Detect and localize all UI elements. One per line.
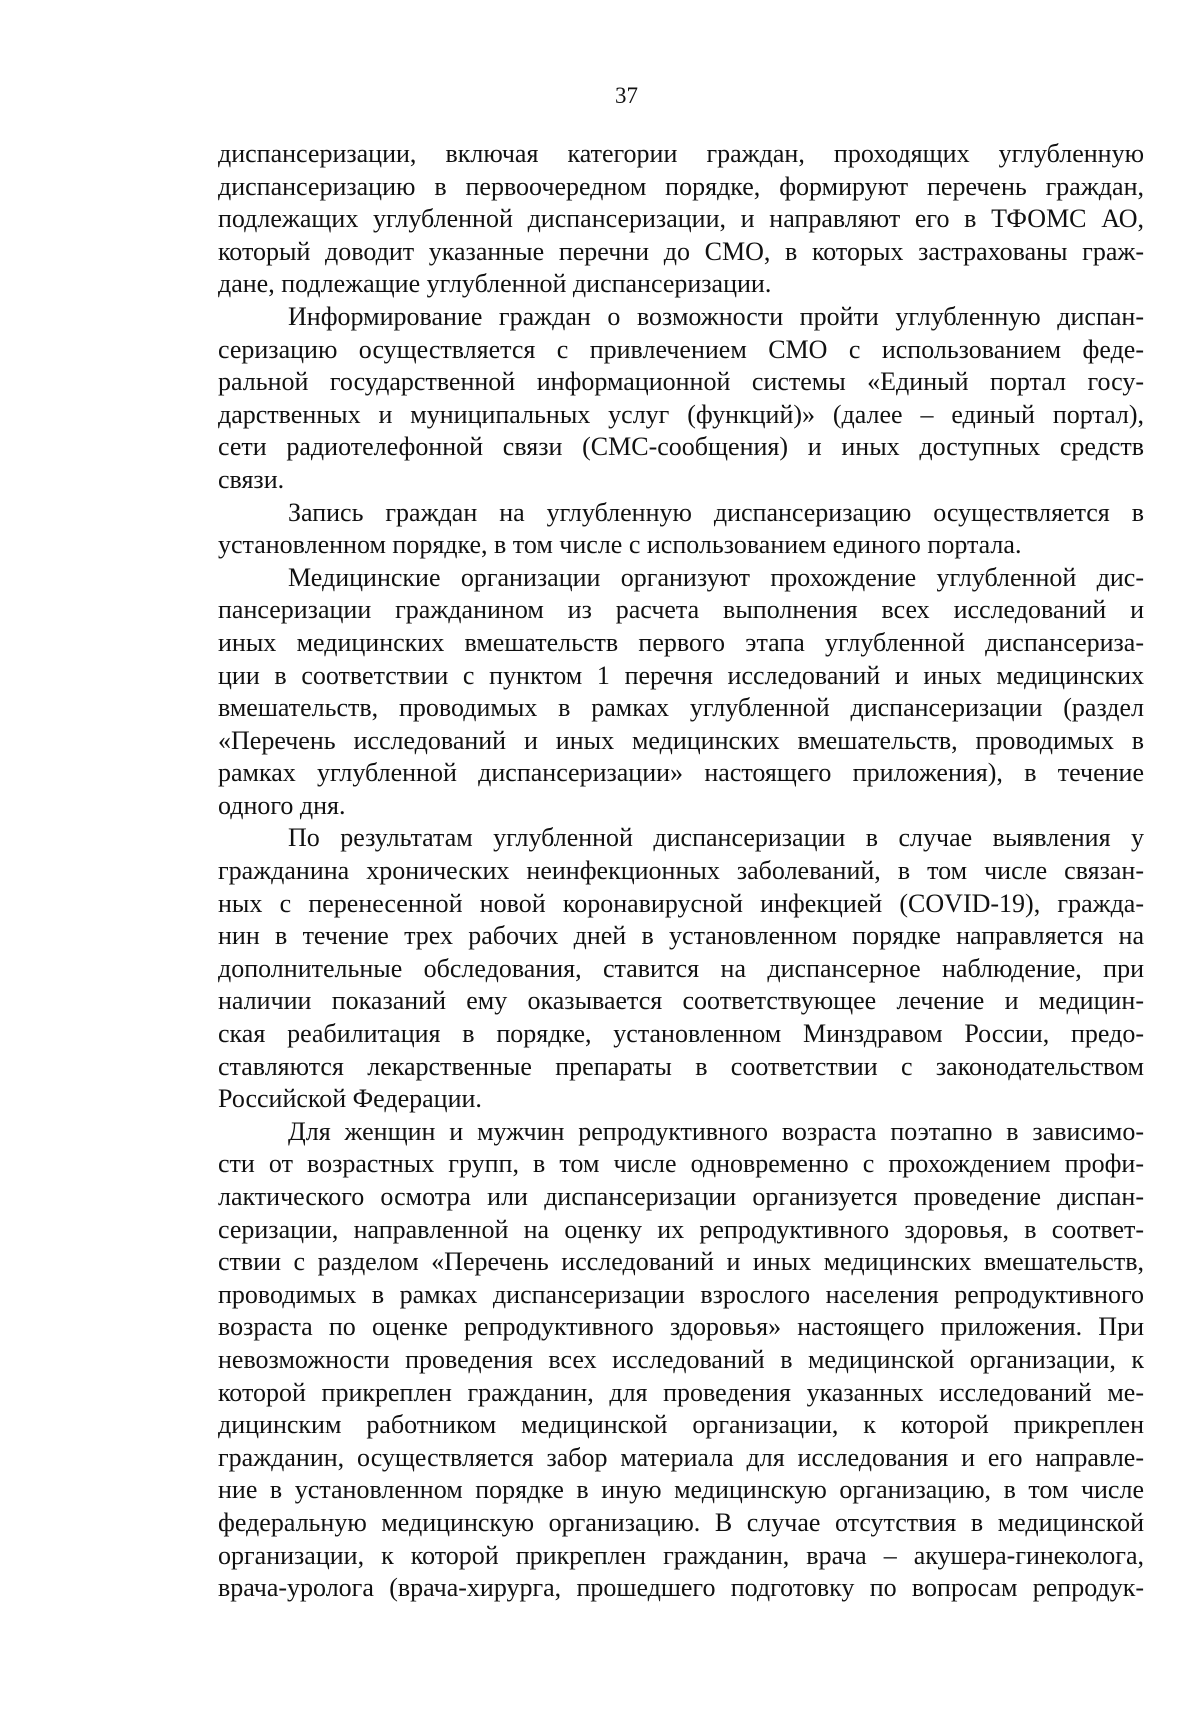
- text-line: ставляются лекарственные препараты в соответствии с законодательством: [218, 1051, 1144, 1081]
- page-number: 37: [615, 83, 638, 108]
- text-line: одного дня.: [218, 790, 346, 820]
- text-line: Информирование граждан о возможности пройти углубленную диспан-: [288, 301, 1144, 331]
- paragraph: [218, 497, 1144, 562]
- paragraph: [218, 562, 1144, 823]
- text-line: серизации, направленной на оценку их репродуктивного здоровья, в соответ-: [218, 1214, 1144, 1244]
- text-line: Для женщин и мужчин репродуктивного возраста поэтапно в зависимо-: [288, 1116, 1144, 1146]
- text-line: пансеризации гражданином из расчета выполнения всех исследований и: [218, 595, 1144, 625]
- text-line: организации, к которой прикреплен гражданин, врача – акушера-гинеколога,: [218, 1540, 1144, 1570]
- text-line: который доводит указанные перечни до СМО, в которых застрахованы граж-: [218, 236, 1144, 266]
- text-line: серизацию осуществляется с привлечением СМО с использованием феде-: [218, 334, 1144, 364]
- text-line: иных медицинских вмешательств первого этапа углубленной диспансериза-: [218, 627, 1144, 657]
- text-line: гражданина хронических неинфекционных заболеваний, в том числе связан-: [218, 856, 1144, 886]
- text-line: Запись граждан на углубленную диспансеризацию осуществляется в: [288, 497, 1144, 527]
- text-line: нин в течение трех рабочих дней в установленном порядке направляется на: [218, 921, 1144, 951]
- text-line: «Перечень исследований и иных медицинских вмешательств, проводимых в: [218, 725, 1144, 755]
- document-body: [218, 138, 1144, 1605]
- text-line: ных с перенесенной новой коронавирусной инфекцией (COVID-19), гражда-: [218, 888, 1144, 918]
- text-line: ние в установленном порядке в иную медицинскую организацию, в том числе: [218, 1475, 1144, 1505]
- text-line: дарственных и муниципальных услуг (функций)» (далее – единый портал),: [218, 399, 1144, 429]
- text-line: установленном порядке, в том числе с использованием единого портала.: [218, 530, 1022, 560]
- text-line: сети радиотелефонной связи (СМС-сообщения) и иных доступных средств: [218, 432, 1144, 462]
- text-line: дицинским работником медицинской организации, к которой прикреплен: [218, 1410, 1144, 1440]
- text-line: врача-уролога (врача-хирурга, прошедшего подготовку по вопросам репродук-: [218, 1573, 1144, 1603]
- paragraph: [218, 822, 1144, 1115]
- text-line: которой прикреплен гражданин, для проведения указанных исследований ме-: [218, 1377, 1144, 1407]
- text-line: наличии показаний ему оказывается соответствующее лечение и медицин-: [218, 986, 1144, 1016]
- text-line: Медицинские организации организуют прохождение углубленной дис-: [288, 562, 1144, 592]
- paragraph: [218, 1116, 1144, 1605]
- text-line: ции в соответствии с пунктом 1 перечня исследований и иных медицинских: [218, 660, 1144, 690]
- text-line: дане, подлежащие углубленной диспансеризации.: [218, 269, 772, 299]
- text-line: связи.: [218, 464, 285, 494]
- text-line: Российской Федерации.: [218, 1084, 482, 1114]
- text-line: невозможности проведения всех исследований в медицинской организации, к: [218, 1344, 1144, 1374]
- text-line: дополнительные обследования, ставится на диспансерное наблюдение, при: [218, 953, 1144, 983]
- text-line: ральной государственной информационной системы «Единый портал госу-: [218, 367, 1144, 397]
- text-line: По результатам углубленной диспансеризации в случае выявления у: [288, 823, 1144, 853]
- text-line: возраста по оценке репродуктивного здоровья» настоящего приложения. При: [218, 1312, 1144, 1342]
- text-line: лактического осмотра или диспансеризации организуется проведение диспан-: [218, 1182, 1144, 1211]
- text-line: подлежащих углубленной диспансеризации, и направляют его в ТФОМС АО,: [218, 204, 1144, 234]
- text-line: гражданин, осуществляется забор материала для исследования и его направле-: [218, 1442, 1144, 1472]
- paragraph: [218, 301, 1144, 497]
- text-line: диспансеризацию в первоочередном порядке, формируют перечень граждан,: [218, 171, 1144, 201]
- text-line: ствии с разделом «Перечень исследований и иных медицинских вмешательств,: [218, 1247, 1144, 1277]
- text-line: ская реабилитация в порядке, установленном Минздравом России, предо-: [218, 1019, 1144, 1049]
- text-line: рамках углубленной диспансеризации» настоящего приложения), в течение: [218, 758, 1144, 788]
- text-line: проводимых в рамках диспансеризации взрослого населения репродуктивного: [218, 1279, 1144, 1309]
- text-line: диспансеризации, включая категории граждан, проходящих углубленную: [218, 139, 1144, 168]
- text-line: федеральную медицинскую организацию. В случае отсутствия в медицинской: [218, 1507, 1144, 1537]
- paragraph: [218, 138, 1144, 301]
- text-line: сти от возрастных групп, в том числе одновременно с прохождением профи-: [218, 1149, 1144, 1179]
- text-line: вмешательств, проводимых в рамках углубленной диспансеризации (раздел: [218, 693, 1144, 723]
